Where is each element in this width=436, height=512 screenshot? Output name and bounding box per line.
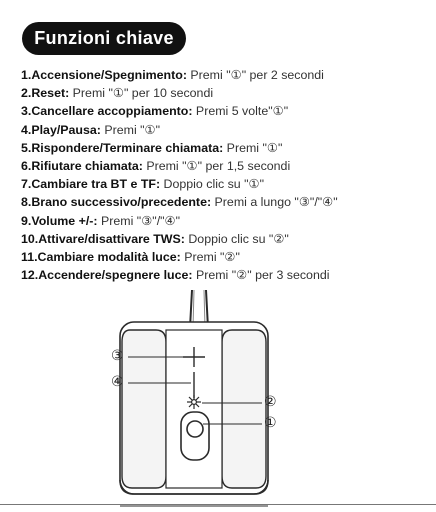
item-label: Cambiare tra BT e TF: [31,177,161,192]
item-label: Brano successivo/precedente: [31,195,212,210]
callout-4: ④ [111,374,124,390]
item-number: 9. [21,213,32,228]
item-description: Premi "①" per 1,5 secondi [142,159,291,174]
item-number: 1. [21,68,32,82]
list-item [21,248,338,266]
item-label: Cancellare accoppiamento: [31,104,193,119]
speaker-illustration [0,290,436,507]
item-description: Premi "③"/"④" [97,213,181,228]
item-label: Play/Pausa: [31,122,101,137]
item-number: 12. [21,268,39,283]
section-title [22,22,186,55]
item-number: 7. [21,177,32,192]
item-description: Premi "①" per 10 secondi [69,86,214,101]
item-number: 10. [21,231,39,246]
item-label: Accensione/Spegnimento: [31,68,187,82]
key-functions-list [21,66,338,284]
item-description: Premi a lungo "③"/"④" [211,195,338,210]
item-number: 2. [21,86,32,101]
item-label: Cambiare modalità luce: [37,250,181,265]
list-item [21,230,338,248]
item-description: Premi 5 volte"①" [192,104,289,119]
callout-3: ③ [111,348,124,364]
item-number: 6. [21,159,32,174]
section-title-text: Funzioni chiave [34,28,174,48]
item-description: Premi "②" [180,250,240,265]
item-description: Premi "①" [100,122,161,137]
speaker-diagram [0,290,436,507]
list-item [21,193,338,211]
item-label: Rifiutare chiamata: [31,159,143,174]
list-item [21,157,338,175]
item-description: Premi "①" per 2 secondi [186,68,324,82]
item-number: 3. [21,104,32,119]
item-label: Attivare/disattivare TWS: [38,231,185,246]
item-description: Doppio clic su "①" [160,177,265,192]
item-number: 8. [21,195,32,210]
callout-1: ① [264,415,277,431]
list-item [21,84,338,102]
list-item [21,66,338,84]
item-description: Premi "①" [223,140,283,155]
item-number: 4. [21,122,32,137]
item-number: 5. [21,140,32,155]
list-item [21,175,338,193]
list-item [21,121,338,139]
item-label: Accendere/spegnere luce: [38,268,193,283]
divider [0,504,436,505]
callout-2: ② [264,394,277,410]
list-item [21,212,338,230]
item-description: Premi "②" per 3 secondi [192,268,330,283]
item-label: Volume +/-: [31,213,98,228]
item-label: Rispondere/Terminare chiamata: [31,140,224,155]
list-item [21,102,338,120]
list-item [21,266,338,284]
list-item [21,139,338,157]
item-number: 11. [21,250,38,265]
item-label: Reset: [31,86,70,101]
item-description: Doppio clic su "②" [184,231,289,246]
